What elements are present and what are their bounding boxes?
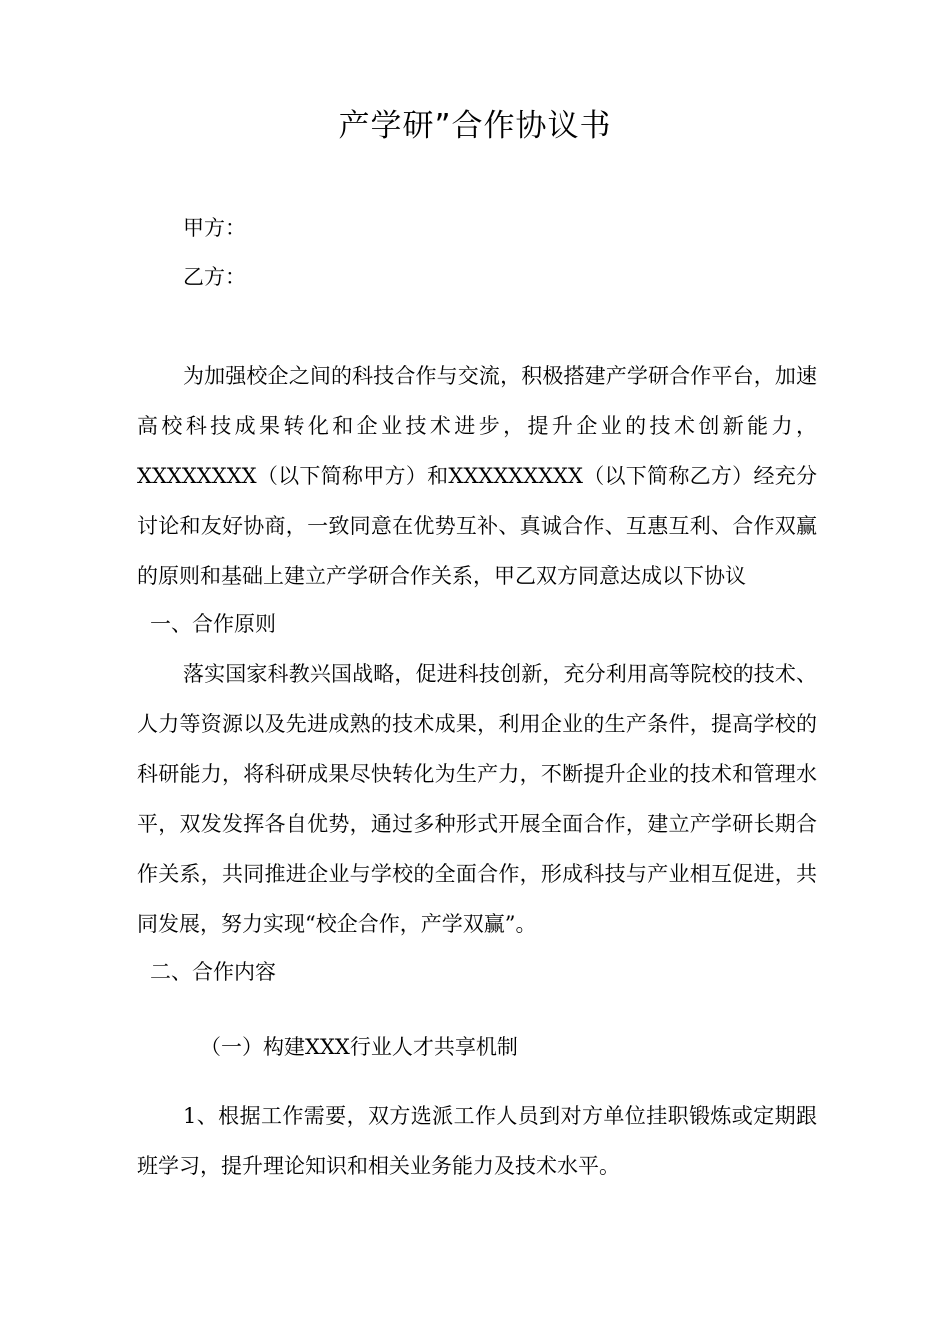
document-title: 产学研”合作协议书 xyxy=(338,108,612,144)
party-a-label: 甲方： xyxy=(183,216,246,240)
section-1-body: 落实国家科教兴国战略，促进科技创新，充分利用高等院校的技术、人力等资源以及先进成熟的技术成果，利用企业的生产条件，提高学校的科研能力，将科研成果尽快转化为生产力，不断提升企业的技术和管理水平，双发发挥各自优势，通过多种形式开展全面合作，建立产学研长期合作关系，共同推进企业与学校的全面合作，形成科技与产业相互促进，共同发展，努力实现“校企合作，产学双赢”。 xyxy=(137,662,817,936)
intro-paragraph: 为加强校企之间的科技合作与交流，积极搭建产学研合作平台，加速高校科技成果转化和企业技术进步，提升企业的技术创新能力，XXXXXXXX（以下简称甲方）和XXXXXXXXX（以下简称乙方）经充分讨论和友好协商，一致同意在优势互补、真诚合作、互惠互利、合作双赢的原则和基础上建立产学研合作关系，甲乙双方同意达成以下协议 xyxy=(137,364,817,588)
item-1-paragraph: 1、根据工作需要，双方选派工作人员到对方单位挂职锻炼或定期跟班学习，提升理论知识和相关业务能力及技术水平。 xyxy=(137,1104,817,1178)
section-1-heading: 一、合作原则 xyxy=(150,612,276,636)
subsection-1-heading: （一）构建XXX行业人才共享机制 xyxy=(200,1035,518,1059)
party-b-label: 乙方： xyxy=(183,265,246,289)
section-2-heading: 二、合作内容 xyxy=(150,960,276,984)
